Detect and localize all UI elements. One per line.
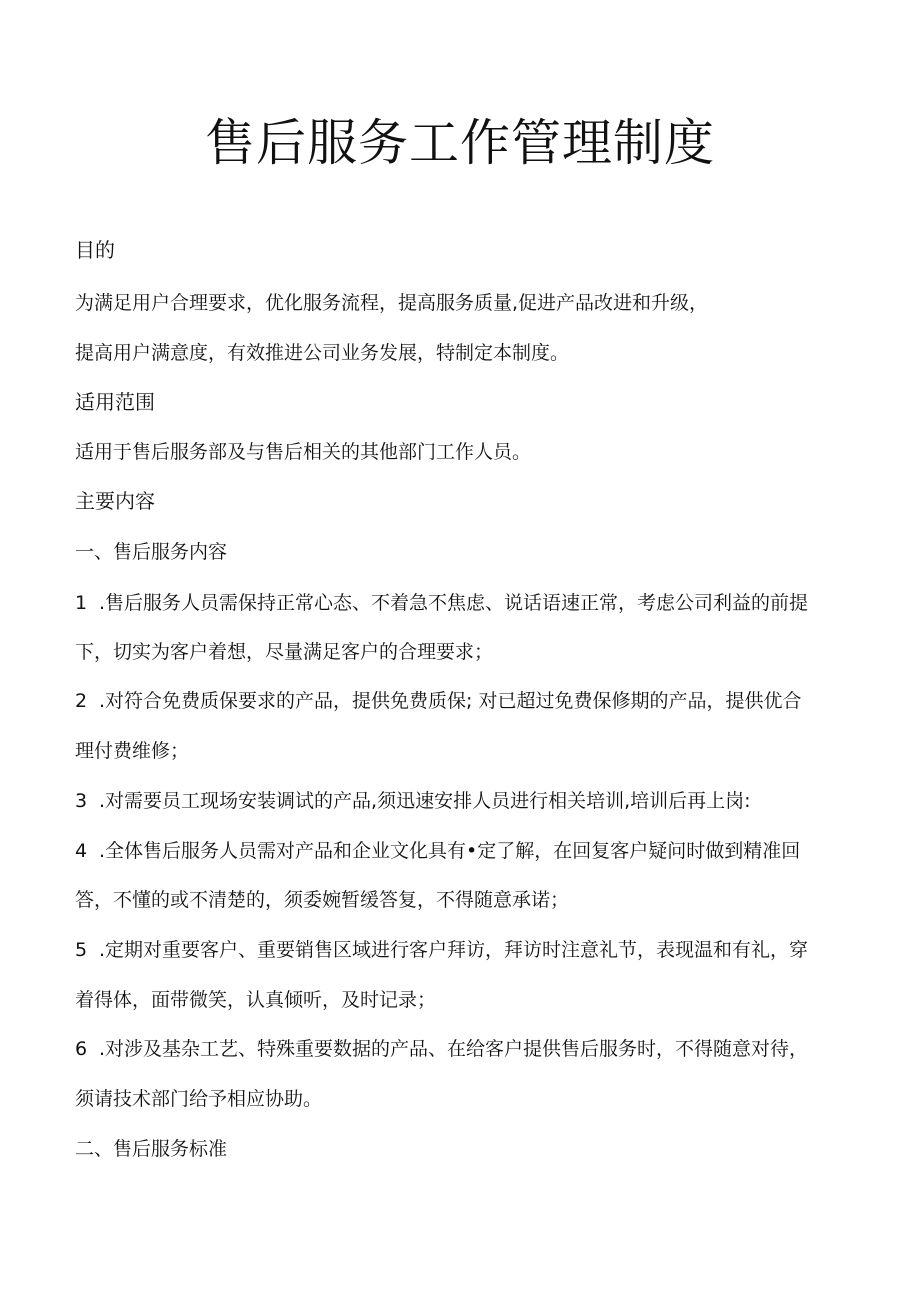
list-item-number: 3 (75, 790, 88, 812)
section-heading-purpose: 目的 (75, 238, 115, 262)
list-item-3-line-1 (75, 787, 845, 815)
list-item-number: 6 (75, 1038, 88, 1060)
subsection-heading-service-content: 一、售后服务内容 (75, 541, 228, 563)
list-item-6-line-2: 须请技术部门给予相应协助。 (75, 1088, 323, 1110)
list-item-text: .对符合免费质保要求的产品，提供免费质保; 对已超过免费保修期的产品，提供优合 (99, 690, 802, 712)
list-item-number: 1 (75, 592, 88, 614)
section-heading-main: 主要内容 (75, 489, 155, 513)
list-item-text: .售后服务人员需保持正常心态、不着急不焦虑、说话语速正常，考虑公司利益的前提 (99, 592, 809, 614)
list-item-6-line-1 (75, 1035, 845, 1063)
list-item-number: 4 (75, 840, 88, 862)
list-item-number: 2 (75, 690, 88, 712)
list-item-2-line-2: 理付费维修； (75, 740, 190, 762)
list-item-4-line-2: 答，不懂的或不清楚的，须委婉暂缓答复，不得随意承诺； (75, 889, 570, 911)
list-item-5-line-2: 着得体，面带微笑，认真倾听，及时记录； (75, 989, 437, 1011)
list-item-2-line-1 (75, 687, 845, 715)
list-item-1-line-2: 下，切实为客户着想，尽量满足客户的合理要求； (75, 641, 494, 663)
list-item-text: .定期对重要客户、重要销售区域进行客户拜访，拜访时注意礼节，表现温和有礼，穿 (99, 939, 809, 961)
list-item-5-line-1 (75, 936, 845, 964)
scope-text: 适用于售后服务部及与售后相关的其他部门工作人员。 (75, 441, 532, 463)
purpose-text-line-1: 为满足用户合理要求，优化服务流程，提高服务质量,促进产品改进和升级， (75, 292, 709, 314)
list-item-text: .对涉及基杂工艺、特殊重要数据的产品、在给客户提供售后服务时，不得随意对待， (99, 1038, 809, 1060)
purpose-text-line-2: 提高用户满意度，有效推进公司业务发展，特制定本制度。 (75, 342, 570, 364)
section-heading-scope: 适用范围 (75, 390, 155, 414)
list-item-number: 5 (75, 939, 88, 961)
list-item-text: .全体售后服务人员需对产品和企业文化具有•定了解，在回复客户疑问时做到精准回 (99, 840, 801, 862)
subsection-heading-service-standards: 二、售后服务标准 (75, 1138, 228, 1160)
list-item-1-line-1 (75, 589, 845, 617)
list-item-4-line-1 (75, 837, 845, 865)
list-item-text: .对需要员工现场安装调试的产品,须迅速安排人员进行相关培训,培训后再上岗: (99, 790, 751, 812)
document-title: 售后服务工作管理制度 (205, 114, 715, 172)
